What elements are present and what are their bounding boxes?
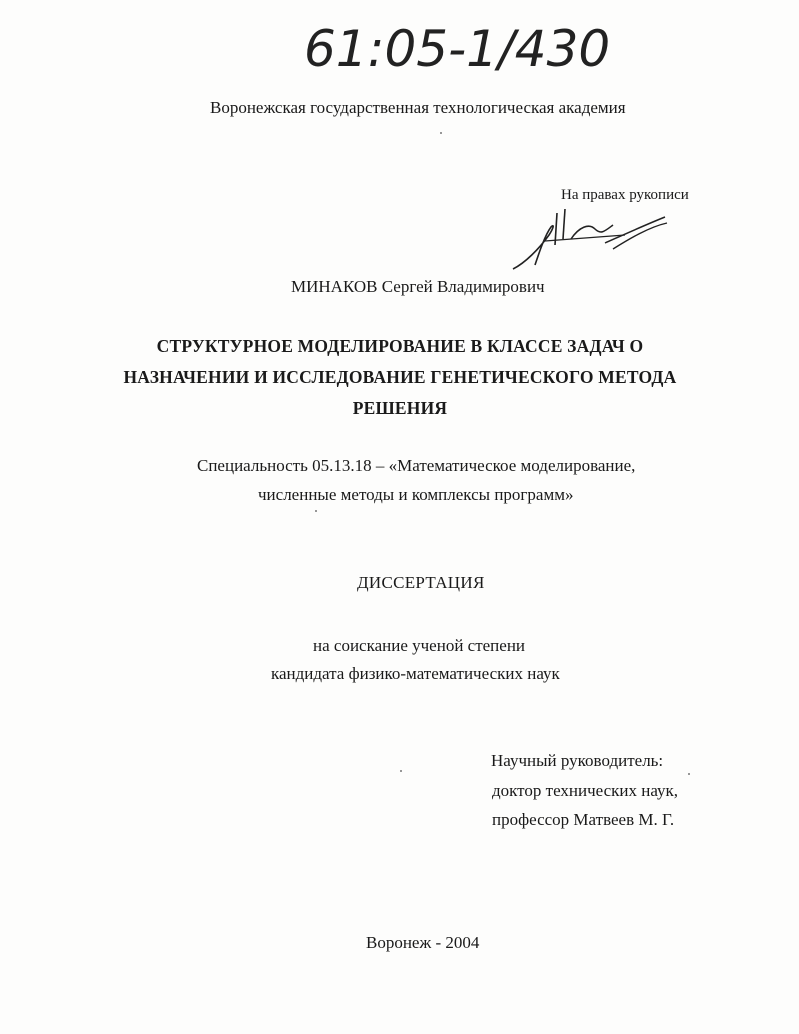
title-line: РЕШЕНИЯ: [352, 398, 448, 418]
supervisor-line: профессор Матвеев М. Г.: [492, 810, 675, 829]
scan-speck: [315, 510, 317, 512]
supervisor-line: доктор технических наук,: [492, 781, 679, 800]
handwritten-archive-code: [300, 10, 611, 80]
scan-speck: [440, 132, 442, 134]
supervisor-line: Научный руководитель:: [491, 751, 664, 770]
document-type: ДИССЕРТАЦИЯ: [357, 573, 485, 592]
title-line: СТРУКТУРНОЕ МОДЕЛИРОВАНИЕ В КЛАССЕ ЗАДАЧ О: [156, 336, 644, 356]
institution-name: Воронежская государственная технологическая академия: [210, 98, 626, 117]
archive-code-text: 61:05-1/430: [304, 20, 611, 78]
degree-line: кандидата физико-математических наук: [271, 664, 560, 683]
scan-speck: [400, 770, 402, 772]
specialty-line: Специальность 05.13.18 – «Математическое моделирование,: [197, 456, 636, 475]
signature-icon: [505, 205, 675, 275]
specialty-line: численные методы и комплексы программ»: [258, 485, 574, 504]
title-line: НАЗНАЧЕНИИ И ИССЛЕДОВАНИЕ ГЕНЕТИЧЕСКОГО МЕТОДА: [123, 367, 677, 387]
city-year: Воронеж - 2004: [366, 933, 480, 952]
rights-note: На правах рукописи: [561, 187, 689, 203]
degree-line: на соискание ученой степени: [313, 636, 526, 655]
scan-speck: [688, 773, 690, 775]
dissertation-title: [120, 331, 680, 424]
author-name: МИНАКОВ Сергей Владимирович: [291, 277, 545, 296]
